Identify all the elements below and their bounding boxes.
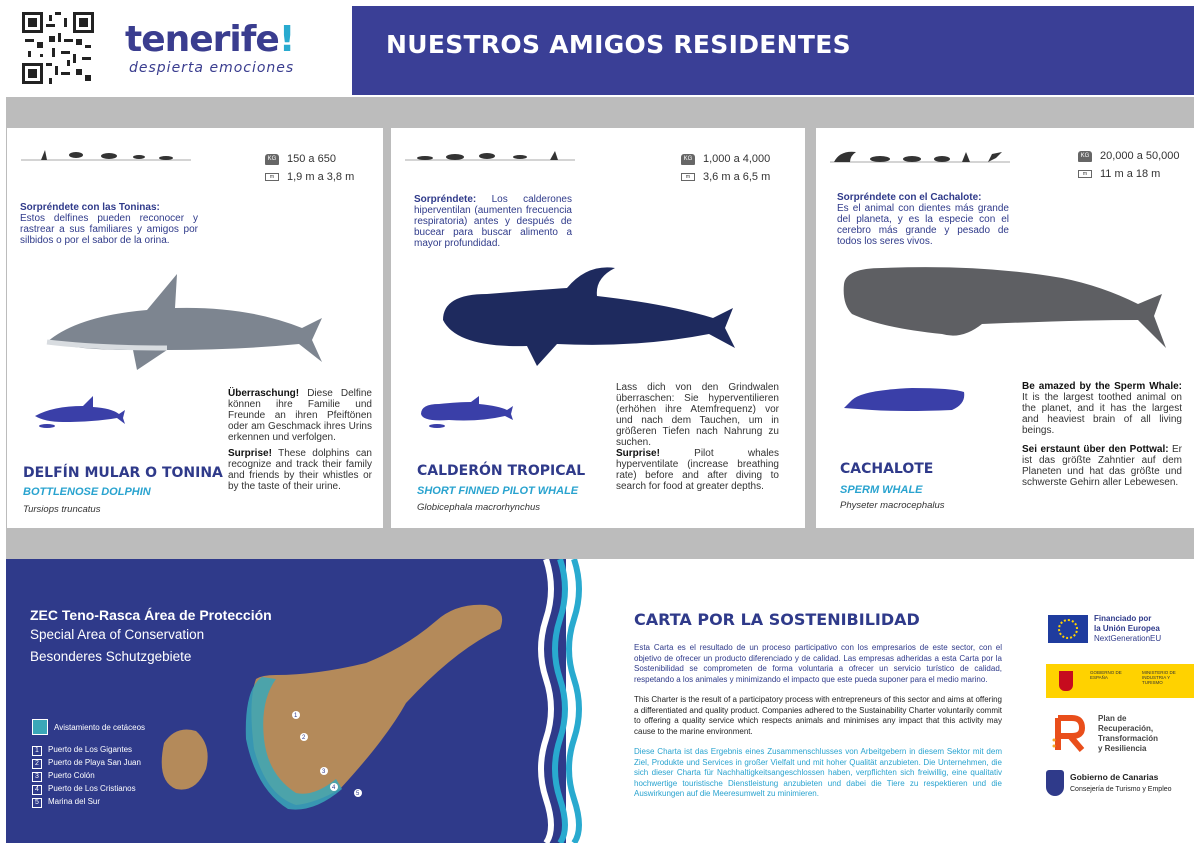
canarias-government-logo (1046, 770, 1172, 796)
eu-flag-icon (1048, 615, 1088, 643)
de-body: Diese Delfine können ihre Familie und Freunde an ihren Pfeiftönen oder am Geschmack ihres Urins erkennen und verfolgen. (228, 388, 372, 443)
species-name: CALDERÓN TROPICAL (417, 463, 586, 479)
de-body: Lass dich von den Grindwalen überraschen: Sie hyperventilieren (erhöhen ihre Atemfrequenz) vor und nach dem Tauchen, um in größeren Tiefen nach Nahrung zu suchen. (616, 382, 779, 448)
de-body: Er ist das größte Zahntier auf dem Planeten und hat das größte und schwerste Gehirn aller Lebewesen. (1022, 444, 1183, 488)
en-bold: Surprise! (616, 448, 660, 459)
text-de (1022, 444, 1182, 488)
length-icon: m (1078, 170, 1092, 178)
charter-text-en: This Charter is the result of a participatory process with entrepreneurs of this sector and aims at offering a differentiated and quality product. Companies adhered to the Sustainability Charter voluntarily commit to offering a quality service which respects animals and minimises any impact that this activity may cause to the marine environment. (634, 695, 1002, 736)
pilot-whale-illustration (437, 264, 737, 368)
page-title: NUESTROS AMIGOS RESIDENTES (386, 30, 851, 59)
species-name-en: SHORT FINNED PILOT WHALE (417, 485, 579, 497)
species-name-en: BOTTLENOSE DOLPHIN (23, 486, 151, 498)
species-scale-silhouettes (830, 146, 1010, 164)
intro-es (20, 202, 198, 246)
spain-coat-of-arms-icon (1046, 664, 1086, 698)
grey-band-middle (6, 527, 1194, 559)
eu-line1: Financiado por (1094, 614, 1152, 623)
species-scale-silhouettes (405, 146, 575, 162)
eu-funding-logo (1048, 614, 1161, 644)
size-stats (1078, 147, 1180, 183)
map-title: ZEC Teno-Rasca Área de Protección (30, 607, 272, 623)
canarias-coat-of-arms-icon (1046, 770, 1064, 796)
intro-es (414, 194, 572, 249)
legend-port: 2 Puerto de Playa San Juan (32, 756, 145, 769)
weight-icon: KG (1078, 151, 1092, 162)
dolphin-size-comparison (33, 394, 127, 430)
length-value: 1,9 m a 3,8 m (287, 171, 355, 183)
pilot-whale-size-comparison (419, 396, 515, 430)
plan-line2: Recuperación, (1098, 724, 1154, 733)
gov-es-label-1: GOBIERNO DE ESPAÑA (1086, 664, 1138, 698)
intro-text: Es el animal con dientes más grande del planeta, y es la especie con el cerebro más grande y pesado de todos los seres vivos. (837, 203, 1009, 247)
plan-line3: Transformación (1098, 734, 1159, 743)
tenerife-map (156, 599, 516, 819)
svg-text:4: 4 (332, 785, 336, 791)
weight-value: 20,000 a 50,000 (1100, 150, 1180, 162)
svg-text:2: 2 (302, 735, 306, 741)
intro-bold: Sorpréndete: (414, 194, 477, 205)
text-en (616, 448, 779, 492)
sperm-whale-illustration (842, 264, 1168, 350)
map-subtitle-de: Besonderes Schutzgebiete (30, 649, 192, 664)
charter-text-de: Diese Charta ist das Ergebnis eines Zusammenschlusses von Arbeitgebern in diesem Sektor mit dem Ziel, Produkte und Services in großer Vielfalt und mit hoher Qualität anzubieten. Die Unternehmen, die sich dieser Charta für Nachhaltigkeitsangeschlossen haben, verpflichten sich freiwillig, eine qualitativ hochwertige touristische Dienstleistung anzubieten und dabei die Tiere zu respektieren und die Auswirkungen auf die Meeresumwelt zu minimieren. (634, 747, 1002, 798)
canarias-line1: Gobierno de Canarias (1070, 771, 1159, 782)
la-gomera-island (162, 730, 208, 790)
gov-es-label-2: MINISTERIO DE INDUSTRIA Y TURISMO (1138, 664, 1194, 698)
species-latin-name: Tursiops truncatus (23, 504, 101, 515)
text-de (228, 388, 372, 443)
svg-text:5: 5 (356, 791, 360, 797)
logo-exclaim: ! (278, 19, 295, 60)
en-body: Pilot whales hyperventilate (increase breathing rate) before and after diving to search for food at greater depths. (616, 448, 779, 492)
logo-word: tenerife (125, 19, 279, 60)
legend-port: 4 Puerto de Los Cristianos (32, 782, 145, 795)
text-en (1022, 381, 1182, 436)
length-icon: m (681, 173, 695, 181)
map-subtitle-en: Special Area of Conservation (30, 627, 205, 642)
species-card-pilot-whale (391, 128, 805, 528)
species-scale-silhouettes (21, 146, 191, 162)
en-bold: Be amazed by the Sperm Whale: (1022, 381, 1182, 392)
text-de (616, 382, 779, 448)
de-bold: Überraschung! (228, 388, 300, 399)
dolphin-illustration (37, 264, 327, 374)
legend-port: 5 Marina del Sur (32, 795, 145, 808)
species-latin-name: Globicephala macrorhynchus (417, 502, 541, 513)
map-panel (6, 559, 566, 843)
legend-area-label: Avistamiento de cetáceos (54, 722, 146, 732)
intro-text: Estos delfines pueden reconocer y rastrear a sus familiares y amigos por silbidos o por el sabor de la orina. (20, 213, 198, 246)
length-icon: m (265, 173, 279, 181)
size-stats (265, 150, 354, 186)
size-stats (681, 150, 770, 186)
qr-code (22, 12, 94, 84)
weight-icon: KG (681, 154, 695, 165)
legend-port: 1 Puerto de Los Gigantes (32, 743, 145, 756)
weight-value: 1,000 a 4,000 (703, 153, 771, 165)
weight-icon: KG (265, 154, 279, 165)
species-name-en: SPERM WHALE (840, 484, 923, 496)
title-banner (352, 6, 1194, 95)
sperm-whale-size-comparison (842, 382, 968, 416)
intro-bold: Sorpréndete con el Cachalote: (837, 192, 982, 203)
recovery-plan-icon (1050, 714, 1090, 754)
svg-text:1: 1 (294, 713, 298, 719)
plan-line1: Plan de (1098, 714, 1127, 723)
en-bold: Surprise! (228, 448, 272, 459)
intro-text: Los calderones hiperventilan (aumenten frecuencia respiratoria) antes y después de bucear para buscar alimento a mayor profundidad. (414, 194, 572, 249)
wave-decoration (536, 559, 584, 843)
charter-text-es: Esta Carta es el resultado de un proceso participativo con los empresarios de este sector, con el objetivo de ofrecer un producto diferenciado y de calidad. Las empresas adheridas a esta Carta por la Sostenibilidad se comprometen de forma voluntaria a ofrecer un servicio turístico de calidad, respetando a los animales y minimizando el impacto que este pueda suponer para el medio marino. (634, 643, 1002, 684)
species-name: DELFÍN MULAR O TONINA (23, 465, 223, 481)
logo-tagline: despierta emociones (129, 60, 295, 76)
sustainability-charter (634, 610, 1002, 800)
tenerife-logo (125, 20, 345, 76)
legend-port: 3 Puerto Colón (32, 769, 145, 782)
text-en (228, 448, 372, 492)
length-value: 3,6 m a 6,5 m (703, 171, 771, 183)
eu-line3: NextGenerationEU (1094, 634, 1162, 643)
plan-line4: y Resiliencia (1098, 744, 1147, 753)
canarias-line2: Consejería de Turismo y Empleo (1070, 785, 1172, 793)
en-body: It is the largest toothed animal on the planet, and it has the largest and heaviest brain of all living beings. (1022, 392, 1182, 436)
length-value: 11 m a 18 m (1100, 168, 1161, 180)
species-card-sperm-whale (816, 128, 1194, 528)
svg-text:3: 3 (322, 769, 326, 775)
species-name: CACHALOTE (840, 461, 934, 477)
de-bold: Sei erstaunt über den Pottwal: (1022, 444, 1169, 455)
cetacean-area-swatch (32, 719, 48, 735)
intro-es (837, 192, 1009, 247)
recovery-plan-logo (1050, 714, 1158, 754)
weight-value: 150 a 650 (287, 153, 336, 165)
spain-government-logo (1046, 664, 1194, 698)
eu-line2: la Unión Europea (1094, 624, 1160, 633)
intro-bold: Sorpréndete con las Toninas: (20, 202, 160, 213)
map-legend (32, 719, 145, 808)
species-latin-name: Physeter macrocephalus (840, 500, 945, 511)
charter-title: CARTA POR LA SOSTENIBILIDAD (634, 610, 920, 629)
tenerife-island (251, 605, 502, 805)
en-body: These dolphins can recognize and track their family and friends by their whistles or by the taste of their urine. (228, 448, 372, 492)
species-card-dolphin (7, 128, 383, 528)
